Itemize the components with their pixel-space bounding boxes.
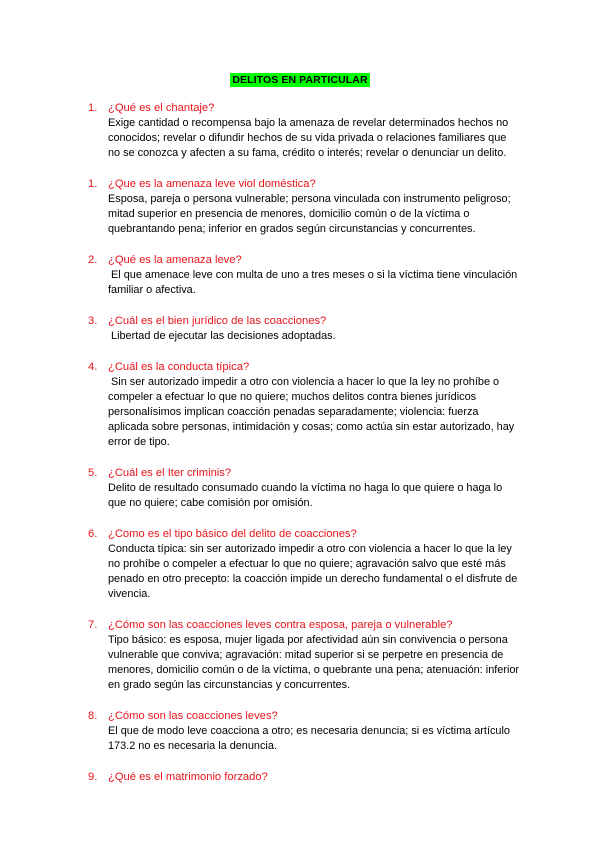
question-text: ¿Qué es el matrimonio forzado? <box>108 771 268 783</box>
answer-line: penado en otro precepto: la coacción impide un derecho fundamental o el disfrute de <box>108 573 518 585</box>
answer-line: El que amenace leve con multa de uno a tres meses o si la víctima tiene vinculación <box>108 269 518 281</box>
question-number: 1. <box>88 102 98 114</box>
answer-text <box>108 633 528 693</box>
answer-line: no se conozca y afecten a su fama, crédito o interés; revelar o denunciar un delito. <box>108 147 507 159</box>
answer-text <box>108 116 528 161</box>
answer-text <box>108 375 528 450</box>
answer-line: error de tipo. <box>108 436 170 448</box>
question-text: ¿Cuál es el bien jurídico de las coacciones? <box>108 315 327 327</box>
question-item <box>88 465 528 511</box>
answer-line: El que de modo leve coacciona a otro; es necesaria denuncia; si es víctima artículo <box>108 725 510 737</box>
question-text: ¿Que es la amenaza leve viol doméstica? <box>108 178 316 190</box>
page-title: DELITOS EN PARTICULAR <box>232 74 368 86</box>
question-number: 9. <box>88 771 98 783</box>
question-text: ¿Cuál es la conducta típica? <box>108 361 250 373</box>
answer-line: vulnerable que conviva; agravación: mitad superior si se perpetre en presencia de <box>108 649 504 661</box>
answer-text <box>108 329 528 344</box>
answer-line: vivencia. <box>108 588 151 600</box>
answer-line: mitad superior en presencia de menores, domicilio común o de la víctima o <box>108 208 470 220</box>
answer-line: Exige cantidad o recompensa bajo la amenaza de revelar determinados hechos no <box>108 117 509 129</box>
question-item <box>88 100 528 161</box>
question-number: 2. <box>88 254 98 266</box>
question-text: ¿Cómo son las coacciones leves contra esposa, pareja o vulnerable? <box>108 619 453 631</box>
question-list <box>88 100 528 800</box>
answer-line: quebrantando pena; inferior en grados según circunstancias y concurrentes. <box>108 223 476 235</box>
title-block <box>0 72 600 87</box>
answer-line: familiar o afectiva. <box>108 284 196 296</box>
question-item <box>88 708 528 754</box>
question-number: 4. <box>88 361 98 373</box>
answer-line: Delito de resultado consumado cuando la víctima no haga lo que quiere o haga lo <box>108 482 503 494</box>
question-item <box>88 176 528 237</box>
question-number: 3. <box>88 315 98 327</box>
question-item <box>88 252 528 298</box>
answer-text <box>108 268 528 298</box>
question-number: 8. <box>88 710 98 722</box>
answer-line: en grado según las circunstancias y concurrentes. <box>108 679 351 691</box>
answer-line: Libertad de ejecutar las decisiones adoptadas. <box>108 330 336 342</box>
answer-line: Esposa, pareja o persona vulnerable; persona vinculada con instrumento peligroso; <box>108 193 511 205</box>
question-text: ¿Qué es la amenaza leve? <box>108 254 242 266</box>
question-text: ¿Como es el tipo básico del delito de coacciones? <box>108 528 357 540</box>
answer-text <box>108 542 528 602</box>
answer-line: menores, domicilio común o de la víctima, o quebrante una pena; atenuación: inferior <box>108 664 520 676</box>
answer-line: Sin ser autorizado impedir a otro con violencia a hacer lo que la ley no prohíbe o <box>108 376 500 388</box>
answer-line: no prohíbe o compeler a efectuar lo que no quiere; agravación salvo que esté más <box>108 558 506 570</box>
answer-line: Tipo básico: es esposa, mujer ligada por afectividad aún sin convivencia o persona <box>108 634 508 646</box>
answer-line: personalísimos implican coacción penadas separadamente; violencia: fuerza <box>108 406 479 418</box>
answer-line: conocidos; revelar o difundir hechos de su vida privada o relaciones familiares que <box>108 132 507 144</box>
question-number: 7. <box>88 619 98 631</box>
question-number: 5. <box>88 467 98 479</box>
question-text: ¿Cómo son las coacciones leves? <box>108 710 278 722</box>
question-item <box>88 769 528 785</box>
question-text: ¿Qué es el chantaje? <box>108 102 215 114</box>
answer-line: 173.2 no es necesaria la denuncia. <box>108 740 277 752</box>
question-item <box>88 617 528 693</box>
question-number: 1. <box>88 178 98 190</box>
question-item <box>88 526 528 602</box>
answer-text <box>108 192 528 237</box>
answer-line: que no quiere; cabe comisión por omisión. <box>108 497 313 509</box>
answer-line: compeler a efectuar lo que no quiere; muchos delitos contra bienes jurídicos <box>108 391 477 403</box>
answer-text <box>108 481 528 511</box>
answer-text <box>108 724 528 754</box>
question-item <box>88 359 528 450</box>
question-item <box>88 313 528 344</box>
question-text: ¿Cuál es el Iter criminis? <box>108 467 232 479</box>
question-number: 6. <box>88 528 98 540</box>
answer-line: Conducta típica: sin ser autorizado impedir a otro con violencia a hacer lo que la ley <box>108 543 512 555</box>
answer-line: aplicada sobre personas, intimidación y cosas; como actúa sin estar autorizado, hay <box>108 421 515 433</box>
